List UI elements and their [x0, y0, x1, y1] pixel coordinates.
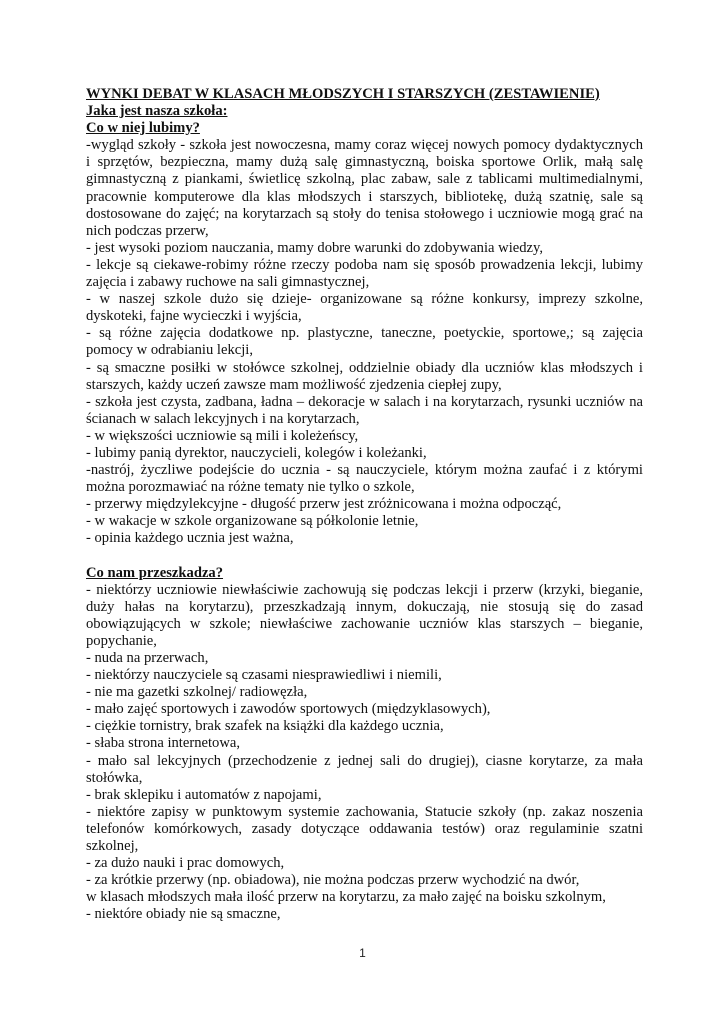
dislikes-list-item: - słaba strona internetowa,	[86, 735, 240, 752]
dislikes-list-item: - mało zajęć sportowych i zawodów sportowych (międzyklasowych),	[86, 701, 491, 718]
dislikes-list-item: - niektóre obiady nie są smaczne,	[86, 906, 281, 923]
dislikes-list-item: - niektórzy uczniowie niewłaściwie zachowują się podczas lekcji i przerw (krzyki, bieganie, duży hałas na korytarzu), przeszkadzają innym, dokuczają, nie stosują się do zasad obowiązujących w szkole; niewłaściwe zachowanie uczniów klas starszych – bieganie, popychanie,	[86, 581, 643, 649]
likes-list-item: - w większości uczniowie są mili i koleżeńscy,	[86, 427, 359, 444]
likes-list	[86, 137, 643, 547]
section-heading-likes: Co w niej lubimy?	[86, 120, 200, 137]
dislikes-list-item: - niektórzy nauczyciele są czasami niesprawiedliwi i niemili,	[86, 667, 442, 684]
likes-list-item: - szkoła jest czysta, zadbana, ładna – dekoracje w salach i na korytarzach, rysunki uczniów na ścianach w salach lekcyjnych i na korytarzach,	[86, 393, 643, 427]
section-gap	[86, 548, 643, 565]
dislikes-list-item: - brak sklepiku i automatów z napojami,	[86, 786, 322, 803]
likes-list-item: - jest wysoki poziom nauczania, mamy dobre warunki do zdobywania wiedzy,	[86, 239, 544, 256]
likes-list-item: -nastrój, życzliwe podejście do ucznia - są nauczyciele, którym można zaufać i z którymi można porozmawiać na różne tematy nie tylko o szkole,	[86, 462, 643, 496]
likes-list-item: -wygląd szkoły - szkoła jest nowoczesna, mamy coraz więcej nowych pomocy dydaktycznych i sprzętów, bezpieczna, mamy dużą salę gimnastyczną, boiska sportowe Orlik, małą salę gimnastyczną z piankami, świetlicę szkolną, plac zabaw, sale z tablicami multimedialnymi, pracownie komputerowe dla klas młodszych i starszych, bibliotekę, dużą szatnię, sale są dostosowane do zajęć; na korytarzach są stoły do tenisa stołowego i uczniowie mogą grać na nich podczas przerw,	[86, 137, 643, 239]
document-subtitle: Jaka jest nasza szkoła:	[86, 103, 228, 120]
dislikes-list-item: - za krótkie przerwy (np. obiadowa), nie można podczas przerw wychodzić na dwór,	[86, 872, 580, 889]
likes-list-item: - przerwy międzylekcyjne - długość przerw jest zróżnicowana i można odpocząć,	[86, 496, 562, 513]
dislikes-list	[86, 582, 643, 924]
likes-list-item: - w wakacje w szkole organizowane są półkolonie letnie,	[86, 513, 419, 530]
document-page	[86, 86, 643, 924]
document-title: WYNKI DEBAT W KLASACH MŁODSZYCH I STARSZYCH (ZESTAWIENIE)	[86, 86, 600, 102]
likes-list-item: - lubimy panią dyrektor, nauczycieli, kolegów i koleżanki,	[86, 444, 427, 461]
dislikes-list-item: - nuda na przerwach,	[86, 650, 209, 666]
likes-list-item: - są różne zajęcia dodatkowe np. plastyczne, taneczne, poetyckie, sportowe,; są zajęcia pomocy w odrabianiu lekcji,	[86, 325, 643, 359]
dislikes-list-item: - mało sal lekcyjnych (przechodzenie z jednej sali do drugiej), ciasne korytarze, za mała stołówka,	[86, 752, 643, 786]
likes-list-item: - są smaczne posiłki w stołówce szkolnej, oddzielnie obiady dla uczniów klas młodszych i starszych, każdy uczeń zawsze mam możliwość zjedzenia ciepłej zupy,	[86, 359, 643, 393]
likes-list-item: - lekcje są ciekawe-robimy różne rzeczy podoba nam się sposób prowadzenia lekcji, lubimy zajęcia i zabawy ruchowe na sali gimnastycznej,	[86, 256, 643, 291]
likes-list-item: - w naszej szkole dużo się dzieje- organizowane są różne konkursy, imprezy szkolne, dyskoteki, fajne wycieczki i wyjścia,	[86, 291, 643, 325]
dislikes-list-item: - nie ma gazetki szkolnej/ radiowęzła,	[86, 684, 308, 701]
dislikes-list-item: w klasach młodszych mała ilość przerw na korytarzu, za mało zajęć na boisku szkolnym,	[86, 889, 606, 906]
likes-list-item: - opinia każdego ucznia jest ważna,	[86, 530, 294, 547]
dislikes-list-item: - niektóre zapisy w punktowym systemie zachowania, Statucie szkoły (np. zakaz noszenia telefonów komórkowych, zasady dotyczące oddawania testów) oraz regulaminie szatni szkolnej,	[86, 803, 643, 855]
dislikes-list-item: - ciężkie tornistry, brak szafek na książki dla każdego ucznia,	[86, 718, 444, 735]
dislikes-list-item: - za dużo nauki i prac domowych,	[86, 855, 285, 872]
page-number: 1	[359, 946, 366, 960]
section-heading-dislikes: Co nam przeszkadza?	[86, 564, 224, 581]
